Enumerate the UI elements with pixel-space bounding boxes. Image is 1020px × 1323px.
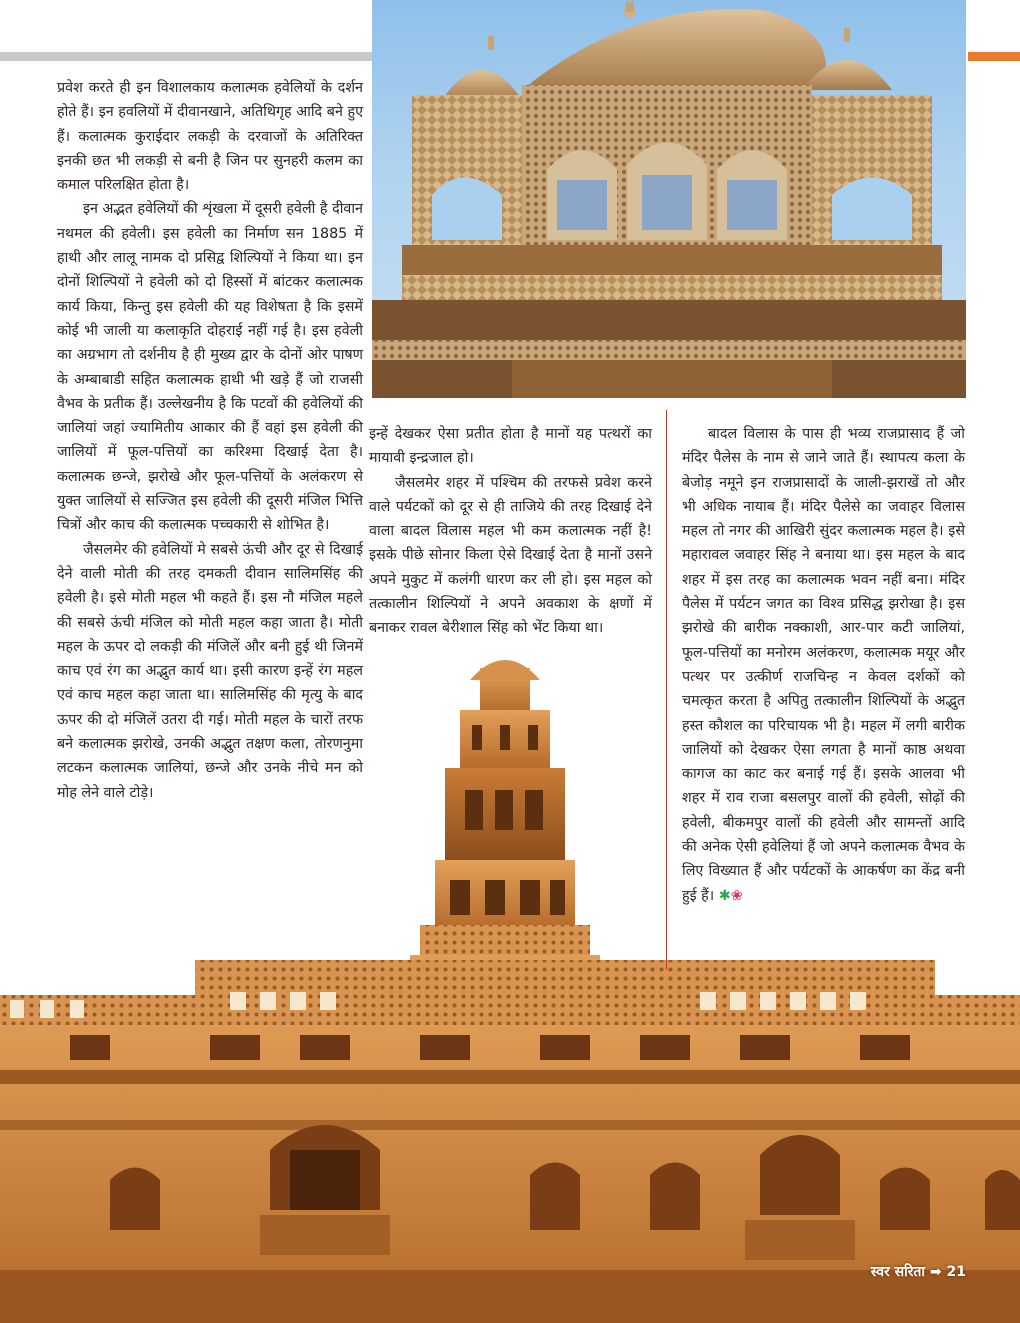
text-column-1 (57, 76, 363, 805)
paragraph: जैसलमेर शहर में पश्चिम की तरफसे प्रवेश करने वाले पर्यटकों को दूर से ही ताजिये की तरह दिखाई देने वाला बादल विलास महल भी कम कलात्मक नहीं है! इसके पीछे सोनार किला ऐसे दिखाई देता है मानों उसने अपने मुकुट में कलंगी धारण कर ली हो। इस महल को तत्कालीन शिल्पियों ने अपने अवकाश के क्षणों में बनाकर रावल बेरीशाल सिंह को भेंट किया था। (369, 474, 652, 637)
page-footer: स्वर सरिता ➡ 21 (870, 1264, 966, 1280)
paragraph: जैसलमेर की हवेलियों मे सबसे ऊंची और दूर से दिखाई देने वाली मोती की तरह दमकती दीवान सालिमसिंह की हवेली है। इसे मोती महल भी कहते हैं। इस नौ मंजिल महले की सबसे ऊंची मंजिल को मोती महल कहा जाता है। मोती महल के ऊपर दो लकड़ी की मंजिलें और बनी हुई थी जिनमें काच एवं रंग का अद्भुत कार्य था। इसी कारण इन्हें रंग महल एवं काच महल कहा जाता था। सालिमसिंह की मृत्यु के बाद ऊपर की दो मंजिलें उतरा दी गई। मोती महल के चारों तरफ बने कलात्मक झरोखे, उनकी अद्भुत तक्षण कला, तोरणनुमा लटकन कलात्मक जालियां, छन्जे और उनके नीचे मन को मोह लेने वाले टोड़े। (57, 541, 363, 801)
end-flower-icon: ❀ (730, 887, 743, 904)
text-column-3 (682, 422, 965, 908)
column-divider (666, 410, 667, 970)
jharokha-photo (372, 0, 966, 398)
paragraph: प्रवेश करते ही इन विशालकाय कलात्मक हवेलियों के दर्शन होते हैं। इन हवलियों में दीवानखाने, अतिथिगृह आदि बने हुए हैं। कलात्मक कुराईदार लकड़ी के दरवाजों के अतिरिक्त इनकी छत भी लकड़ी से बनी है जिन पर सुनहरी कलम का कमाल परिलक्षित होता है। (57, 80, 363, 194)
paragraph: इन अद्भत हवेलियों की शृंखला में दूसरी हवेली है दीवान नथमल की हवेली। इस हवेली का निर्माण सन 1885 में हाथी और लालू नामक दो प्रसिद्व शिल्पियों ने किया था। इन दोनों शिल्पियों ने हवेली को दो हिस्सों में बांटकर कलात्मक कार्य किया, किन्तु इस हवेली की यह विशेषता है कि इसमें कोई भी जाली या कलाकृति दोहराई नहीं गई है। इस हवेली का अग्रभाग तो दर्शनीय है ही मुख्य द्वार के दोनों ओर पाषण के अम्बाबाडी सहित कलात्मक हाथी भी खड़े हैं जो राजसी वैभव के प्रतीक हैं। उल्लेखनीय है कि पटवों की हवेलियों की जालियां जहां ज्यामितीय आकार की हैं वहां इस हवेली की जालियों में फूल-पत्तियों का करिश्मा दिखाई देता है। कलात्मक छन्जे, झरोखे और फूल-पत्तियों के अलंकरण से युक्त जालियों से सज्जित इस हवेली की दूसरी मंजिल भित्ति चित्रों और काच की कलात्मक पच्चकारी से शोभित है। (57, 201, 363, 534)
paragraph (682, 422, 965, 908)
text-column-2 (369, 422, 652, 641)
paragraph-text: बादल विलास के पास ही भव्य राजप्रासाद हैं जो मंदिर पैलेस के नाम से जाने जाते हैं। स्थापत्य कला के बेजोड़ नमूने इन राजप्रासादों के जाली-झराखें तो और भी अधिक नायाब हैं। मंदिर पैलेसे का जवाहर विलास महल तो नगर की आखिरी सुंदर कलात्मक महल है। इसे महारावल जवाहर सिंह ने बनाया था। इस महल के बाद शहर में इस तरह का कलात्मक भवन नहीं बना। मंदिर पैलेस में पर्यटन जगत का विश्व प्रसिद्ध झरोखा है। इस झरोखे की बारीक नक्काशी, आर-पार कटी जालियां, फूल-पत्तियों का मनोरम अलंकरण, कलात्मक मयूर और पत्थर पर उत्कीर्ण राजचिन्ह न केवल दर्शकों को चमत्कृत करता है अपितु तत्कालीन शिल्पियों के अद्भुत हस्त कौशल का परिचायक भी है। महल में लगी बारीक जालियों को देखकर ऐसा लगता है मानों काष्ठ अथवा कागज का काट कर बनाई गई हैं। इसके आलवा भी शहर में राव राजा बसलपुर वालों की हवेली, सोढ़ों की हवेली, बीकमपुर वालों की हवेली और सामन्तों आदि की अनेक ऐसी हवेलियां हैं जो अपने कलात्मक वैभव के लिए विख्यात हैं और पर्यटकों के आकर्षण का केंद्र बनी हुई हैं। (682, 426, 965, 904)
end-mark-icon: ✱ (718, 887, 731, 904)
top-orange-bar (968, 52, 1020, 61)
jharokha-illustration (372, 0, 966, 398)
top-grey-bar (0, 52, 372, 61)
paragraph: इन्हें देखकर ऐसा प्रतीत होता है मानों यह पत्थरों का मायावी इन्द्रजाल हो। (369, 426, 652, 467)
